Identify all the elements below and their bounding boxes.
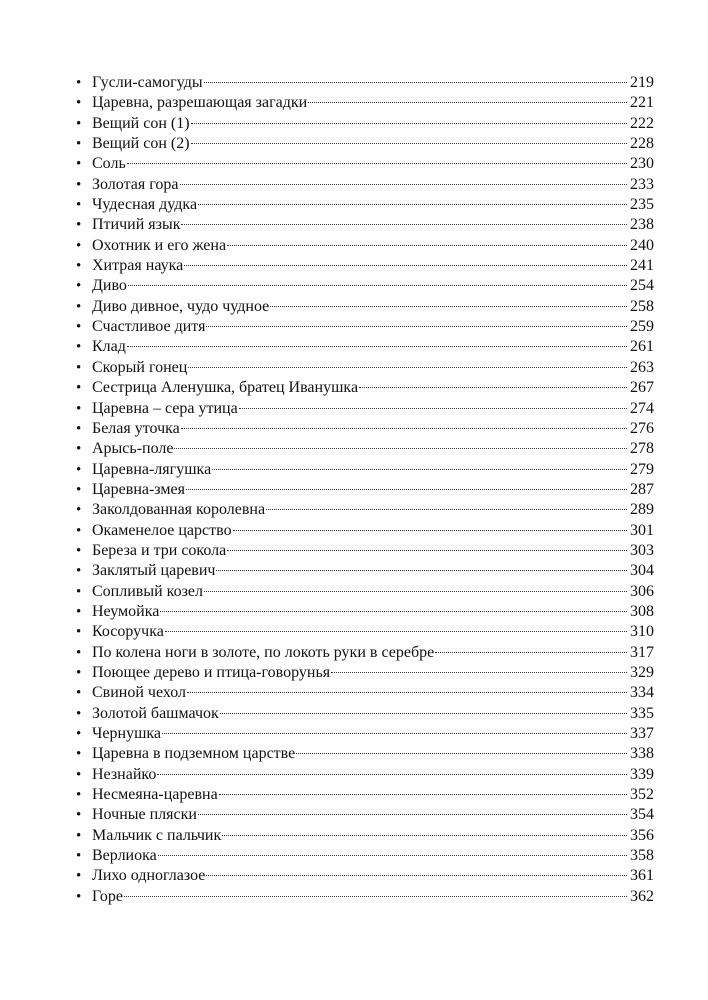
toc-entry-page: 219	[630, 74, 654, 91]
dot-leader	[165, 631, 627, 632]
toc-entry	[76, 826, 654, 846]
bullet-icon: •	[76, 461, 82, 478]
toc-entry-page: 358	[630, 847, 654, 865]
bullet-icon: •	[76, 278, 82, 295]
bullet-icon: •	[76, 807, 82, 824]
toc-entry-title: Верлиока	[92, 847, 157, 865]
toc-entry-title: Заклятый царевич	[92, 562, 216, 580]
bullet-icon: •	[76, 197, 82, 214]
dot-leader	[174, 448, 627, 449]
toc-entry-page: 238	[630, 216, 654, 234]
toc-entry-page: 221	[630, 94, 654, 112]
dot-leader	[227, 245, 627, 246]
toc-entry	[76, 480, 654, 500]
toc-entry-page: 235	[630, 196, 654, 214]
dot-leader	[266, 509, 627, 510]
toc-entry	[76, 643, 654, 663]
toc-entry-title: Арысь-поле	[92, 440, 174, 458]
dot-leader	[212, 469, 627, 470]
dot-leader	[188, 367, 627, 368]
toc-entry-title: Береза и три сокола	[92, 541, 227, 559]
toc-entry-page: 263	[630, 358, 654, 376]
dot-leader	[222, 835, 627, 836]
bullet-icon: •	[76, 888, 82, 905]
toc-entry	[76, 215, 654, 235]
toc-entry-page: 287	[630, 480, 654, 498]
toc-entry	[76, 521, 654, 541]
toc-entry	[76, 704, 654, 724]
dot-leader	[206, 875, 627, 876]
bullet-icon: •	[76, 136, 82, 153]
dot-leader	[181, 428, 627, 429]
toc-entry-page: 259	[630, 318, 654, 336]
toc-entry	[76, 765, 654, 785]
dot-leader	[160, 611, 627, 612]
toc-entry	[76, 500, 654, 520]
toc-entry	[76, 744, 654, 764]
bullet-icon: •	[76, 400, 82, 417]
bullet-icon: •	[76, 176, 82, 193]
bullet-icon: •	[76, 685, 82, 702]
toc-entry-title: Чернушка	[92, 725, 162, 742]
toc-entry	[76, 73, 654, 93]
toc-entry-page: 301	[630, 521, 654, 539]
toc-entry	[76, 236, 654, 256]
bullet-icon: •	[76, 95, 82, 112]
bullet-icon: •	[76, 624, 82, 641]
toc-entry-title: Птичий язык	[92, 216, 181, 234]
toc-entry-page: 279	[630, 460, 654, 478]
toc-entry-title: Свиной чехол	[92, 684, 187, 702]
dot-leader	[181, 224, 627, 225]
dot-leader	[191, 143, 627, 144]
bullet-icon: •	[76, 319, 82, 336]
toc-entry-title: Поющее дерево и птица-говорунья	[92, 663, 331, 681]
dot-leader	[187, 692, 627, 693]
toc-entry	[76, 724, 654, 744]
toc-entry	[76, 134, 654, 154]
bullet-icon: •	[76, 603, 82, 620]
dot-leader	[191, 123, 627, 124]
dot-leader	[239, 408, 627, 409]
bullet-icon: •	[76, 522, 82, 539]
toc-entry-page: 261	[630, 338, 654, 356]
toc-entry	[76, 582, 654, 602]
toc-entry-title: Охотник и его жена	[92, 236, 227, 254]
bullet-icon: •	[76, 75, 82, 91]
toc-entry-title: Белая уточка	[92, 419, 180, 437]
bullet-icon: •	[76, 298, 82, 315]
toc-entry-title: Окаменелое царство	[92, 521, 232, 539]
toc-entry-page: 339	[630, 765, 654, 783]
toc-entry-page: 289	[630, 501, 654, 519]
dot-leader	[219, 794, 627, 795]
bullet-icon: •	[76, 156, 82, 173]
toc-entry-page: 306	[630, 582, 654, 600]
bullet-icon: •	[76, 827, 82, 844]
bullet-icon: •	[76, 359, 82, 376]
bullet-icon: •	[76, 115, 82, 132]
dot-leader	[206, 326, 627, 327]
toc-entry-title: Диво	[92, 277, 127, 295]
toc-entry	[76, 785, 654, 805]
toc-entry	[76, 683, 654, 703]
toc-entry-page: 361	[630, 867, 654, 885]
dot-leader	[157, 774, 627, 775]
toc-entry	[76, 561, 654, 581]
toc-entry-page: 304	[630, 562, 654, 580]
dot-leader	[162, 733, 627, 734]
toc-entry-title: Вещий сон (2)	[92, 135, 190, 153]
toc-entry	[76, 460, 654, 480]
toc-entry-title: Мальчик с пальчик	[92, 826, 222, 844]
toc-entry	[76, 541, 654, 561]
bullet-icon: •	[76, 664, 82, 681]
toc-entry-title: Сопливый козел	[92, 582, 204, 600]
bullet-icon: •	[76, 848, 82, 865]
toc-entry-title: Сестрица Аленушка, братец Иванушка	[92, 379, 359, 397]
toc-entry-page: 338	[630, 745, 654, 763]
dot-leader	[186, 489, 627, 490]
toc-entry-page: 335	[630, 704, 654, 722]
toc-entry-title: Чудесная дудка	[92, 196, 198, 214]
toc-entry-title: По колена ноги в золоте, по локоть руки в серебре	[92, 643, 435, 661]
toc-entry-page: 228	[630, 135, 654, 153]
toc-entry	[76, 378, 654, 398]
toc-entry	[76, 154, 654, 174]
toc-entry	[76, 358, 654, 378]
bullet-icon: •	[76, 583, 82, 600]
toc-entry-title: Золотая гора	[92, 175, 179, 193]
dot-leader	[198, 814, 627, 815]
toc-entry	[76, 602, 654, 622]
toc-entry-page: 303	[630, 541, 654, 559]
toc-entry	[76, 439, 654, 459]
bullet-icon: •	[76, 563, 82, 580]
dot-leader	[184, 265, 627, 266]
dot-leader	[296, 753, 627, 754]
dot-leader	[308, 102, 627, 103]
toc-entry-title: Скорый гонец	[92, 358, 188, 376]
dot-leader	[204, 82, 627, 83]
toc-entry	[76, 93, 654, 113]
toc-entry-title: Царевна – сера утица	[92, 399, 238, 417]
toc-entry-page: 254	[630, 277, 654, 295]
toc-entry	[76, 317, 654, 337]
toc-entry-page: 329	[630, 663, 654, 681]
dot-leader	[216, 570, 627, 571]
toc-entry	[76, 419, 654, 439]
bullet-icon: •	[76, 705, 82, 722]
toc-entry-title: Хитрая наука	[92, 257, 184, 275]
toc-entry-page: 356	[630, 826, 654, 844]
dot-leader	[227, 550, 627, 551]
toc-entry-page: 352	[630, 786, 654, 804]
dot-leader	[180, 184, 628, 185]
toc-entry-title: Царевна-змея	[92, 480, 185, 498]
toc-entry-title: Счастливое дитя	[92, 318, 206, 336]
bullet-icon: •	[76, 766, 82, 783]
toc-entry-title: Клад	[92, 338, 126, 356]
bullet-icon: •	[76, 502, 82, 519]
dot-leader	[331, 672, 627, 673]
dot-leader	[435, 652, 627, 653]
dot-leader	[158, 855, 627, 856]
toc-entry-page: 267	[630, 379, 654, 397]
bullet-icon: •	[76, 441, 82, 458]
toc-entry-page: 258	[630, 297, 654, 315]
toc-entry	[76, 114, 654, 134]
bullet-icon: •	[76, 420, 82, 437]
toc-entry	[76, 622, 654, 642]
toc-entry	[76, 663, 654, 683]
bullet-icon: •	[76, 481, 82, 498]
bullet-icon: •	[76, 258, 82, 275]
bullet-icon: •	[76, 746, 82, 763]
toc-entry-title: Гусли-самогуды	[92, 74, 203, 91]
toc-entry-page: 240	[630, 236, 654, 254]
table-of-contents	[76, 73, 654, 907]
toc-entry	[76, 846, 654, 866]
dot-leader	[204, 591, 627, 592]
dot-leader	[220, 713, 627, 714]
bullet-icon: •	[76, 237, 82, 254]
toc-entry-title: Соль	[92, 155, 126, 173]
toc-entry-page: 362	[630, 887, 654, 905]
toc-entry-page: 354	[630, 806, 654, 824]
toc-entry	[76, 297, 654, 317]
dot-leader	[233, 530, 627, 531]
toc-entry-title: Неумойка	[92, 602, 160, 620]
bullet-icon: •	[76, 380, 82, 397]
toc-entry-page: 308	[630, 602, 654, 620]
dot-leader	[124, 896, 627, 897]
toc-entry-page: 334	[630, 684, 654, 702]
bullet-icon: •	[76, 217, 82, 234]
dot-leader	[127, 163, 627, 164]
toc-entry-title: Незнайко	[92, 765, 157, 783]
toc-entry	[76, 399, 654, 419]
toc-entry	[76, 337, 654, 357]
toc-entry	[76, 175, 654, 195]
toc-entry-title: Царевна-лягушка	[92, 460, 212, 478]
bullet-icon: •	[76, 726, 82, 742]
toc-entry	[76, 887, 654, 907]
dot-leader	[127, 346, 627, 347]
toc-entry-page: 276	[630, 419, 654, 437]
toc-entry	[76, 195, 654, 215]
toc-entry-title: Заколдованная королевна	[92, 501, 266, 519]
toc-entry-page: 222	[630, 114, 654, 132]
toc-entry-title: Лихо одноглазое	[92, 867, 206, 885]
bullet-icon: •	[76, 542, 82, 559]
toc-entry-page: 274	[630, 399, 654, 417]
toc-entry-page: 337	[630, 725, 654, 742]
toc-entry	[76, 805, 654, 825]
bullet-icon: •	[76, 787, 82, 804]
toc-entry-page: 241	[630, 257, 654, 275]
toc-entry-title: Царевна, разрешающая загадки	[92, 94, 308, 112]
toc-entry-title: Диво дивное, чудо чудное	[92, 297, 270, 315]
toc-entry-title: Косоручка	[92, 623, 164, 641]
toc-entry	[76, 256, 654, 276]
toc-entry-title: Ночные пляски	[92, 806, 197, 824]
toc-entry-title: Вещий сон (1)	[92, 114, 190, 132]
dot-leader	[128, 285, 627, 286]
toc-entry-page: 233	[630, 175, 654, 193]
dot-leader	[198, 204, 627, 205]
toc-entry-title: Царевна в подземном царстве	[92, 745, 296, 763]
toc-entry-page: 278	[630, 440, 654, 458]
toc-entry-page: 310	[630, 623, 654, 641]
bullet-icon: •	[76, 644, 82, 661]
bullet-icon: •	[76, 868, 82, 885]
toc-entry	[76, 866, 654, 886]
toc-entry-title: Несмеяна-царевна	[92, 786, 218, 804]
toc-entry	[76, 276, 654, 296]
toc-entry-title: Горе	[92, 887, 123, 905]
dot-leader	[359, 387, 627, 388]
toc-entry-page: 230	[630, 155, 654, 173]
toc-entry-page: 317	[630, 643, 654, 661]
dot-leader	[270, 306, 627, 307]
toc-entry-title: Золотой башмачок	[92, 704, 219, 722]
bullet-icon: •	[76, 339, 82, 356]
